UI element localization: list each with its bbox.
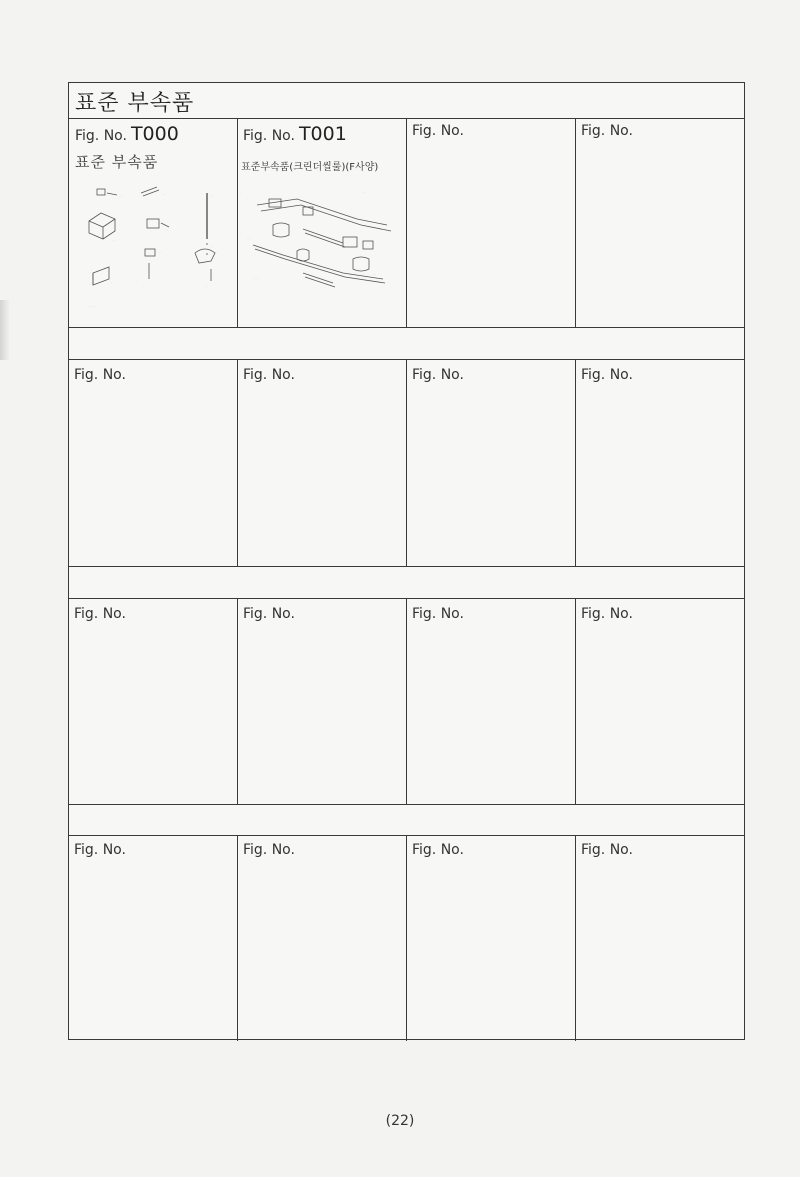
col-divider xyxy=(406,835,407,1041)
col-divider xyxy=(237,359,238,566)
fig-label: Fig. No. xyxy=(243,606,295,622)
fig-label: Fig. No. xyxy=(412,367,464,383)
svg-text:· · ·: · · · xyxy=(119,194,124,198)
svg-text:· ·: · · xyxy=(143,284,146,288)
svg-text:· ·: · · xyxy=(211,194,214,198)
col-divider xyxy=(237,835,238,1041)
svg-text:· · · ·: · · · · xyxy=(89,304,96,308)
svg-text:· ·: · · xyxy=(215,250,218,254)
fig-caption: 표준부속품(크린더씰룰)(F사양) xyxy=(241,162,379,173)
fig-label: Fig. No. xyxy=(412,842,464,858)
svg-text:· ·: · · xyxy=(113,238,116,242)
svg-text:· ·: · · xyxy=(163,192,166,196)
svg-text:· ·: · · xyxy=(363,190,366,194)
svg-text:· · ·: · · · xyxy=(247,236,252,240)
accessory-parts-thumbnail xyxy=(83,183,233,315)
fig-label: Fig. No. xyxy=(74,606,126,622)
col-divider xyxy=(406,118,407,327)
svg-text:· ·: · · xyxy=(165,228,168,232)
svg-text:· ·: · · xyxy=(247,196,250,200)
col-divider xyxy=(406,598,407,804)
svg-text:· ·: · · xyxy=(373,272,376,276)
svg-text:· ·: · · xyxy=(205,284,208,288)
fig-label: Fig. No. xyxy=(243,367,295,383)
svg-text:· · · ·: · · · · xyxy=(253,276,260,280)
svg-text:· ·: · · xyxy=(313,262,316,266)
fig-number: T001 xyxy=(298,123,347,145)
fig-label: Fig. No. xyxy=(581,606,633,622)
fig-label: Fig. No. xyxy=(581,842,633,858)
col-divider xyxy=(237,598,238,804)
col-divider xyxy=(575,359,576,566)
page-number: (22) xyxy=(385,1113,415,1129)
svg-text:· ·: · · xyxy=(111,280,114,284)
col-divider xyxy=(575,118,576,327)
fig-number: T000 xyxy=(130,123,179,145)
fig-label: Fig. No. xyxy=(581,367,633,383)
row-divider xyxy=(69,804,744,805)
col-divider xyxy=(575,598,576,804)
fig-label: Fig. No. T001 xyxy=(243,123,347,145)
parts-index-sheet xyxy=(68,82,745,1040)
fig-caption: 표준 부속품 xyxy=(75,153,159,171)
section-title: 표준 부속품 xyxy=(75,91,195,116)
fig-label: Fig. No. xyxy=(74,367,126,383)
fig-label: Fig. No. xyxy=(412,606,464,622)
fig-label: Fig. No. T000 xyxy=(75,123,179,145)
fig-label: Fig. No. xyxy=(412,123,464,139)
scan-edge-shadow xyxy=(0,300,10,360)
svg-text:· ·: · · xyxy=(211,244,214,248)
row-divider xyxy=(69,566,744,567)
fig-label: Fig. No. xyxy=(74,842,126,858)
row-divider xyxy=(69,327,744,328)
svg-text:· ·: · · xyxy=(159,250,162,254)
col-divider xyxy=(237,118,238,327)
col-divider xyxy=(575,835,576,1041)
fig-label: Fig. No. xyxy=(243,842,295,858)
cleaner-seal-roller-thumbnail xyxy=(243,185,403,303)
col-divider xyxy=(406,359,407,566)
fig-label: Fig. No. xyxy=(581,123,633,139)
